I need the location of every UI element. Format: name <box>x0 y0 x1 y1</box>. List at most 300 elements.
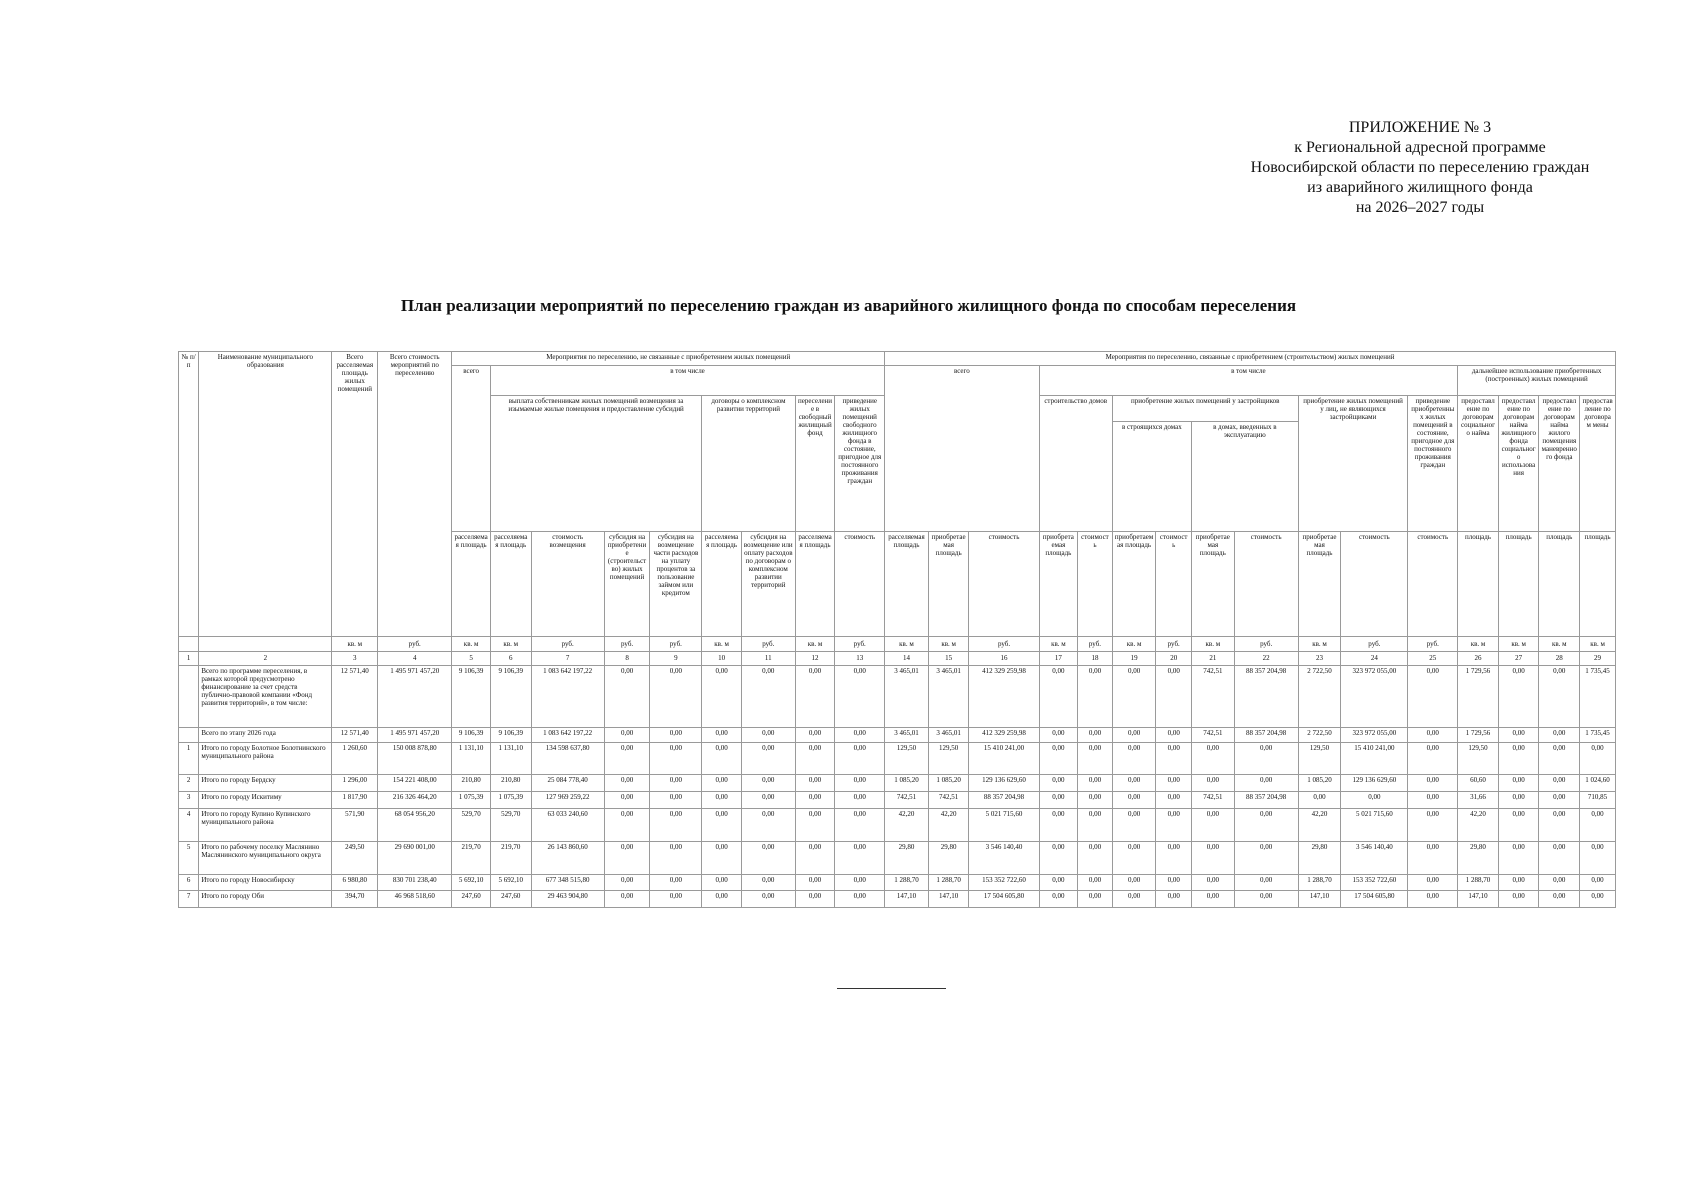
table-cell: 88 357 204,98 <box>1234 728 1298 743</box>
table-cell: 0,00 <box>702 875 742 891</box>
table-cell: 0,00 <box>1112 775 1156 792</box>
table-cell: 0,00 <box>1156 809 1192 842</box>
table-cell: 88 357 204,98 <box>1234 792 1298 809</box>
table-cell: 210,80 <box>452 775 491 792</box>
units-cell: руб. <box>1156 637 1192 652</box>
table-cell: 3 465,01 <box>885 728 929 743</box>
table-cell: 0,00 <box>604 809 650 842</box>
table-cell: 0,00 <box>1539 842 1580 875</box>
table-cell: 0,00 <box>835 728 885 743</box>
table-cell: 29 463 904,80 <box>531 891 604 908</box>
column-number: 29 <box>1580 652 1616 666</box>
table-cell: 0,00 <box>835 875 885 891</box>
appendix-line: на 2026–2027 годы <box>1355 199 1485 216</box>
table-cell: 571,90 <box>332 809 378 842</box>
table-cell: 323 972 055,00 <box>1341 666 1408 728</box>
subheader-cell: приобретаемая площадь <box>928 532 969 637</box>
table-cell: 1 495 971 457,20 <box>378 728 452 743</box>
table-cell: 0,00 <box>1078 842 1113 875</box>
table-cell: 0,00 <box>1408 809 1458 842</box>
units-cell: кв. м <box>490 637 531 652</box>
document-title: План реализации мероприятий по переселению граждан из аварийного жилищного фонда по способам переселения <box>400 296 1297 315</box>
table-cell: 0,00 <box>1498 891 1539 908</box>
table-cell: 0,00 <box>1112 842 1156 875</box>
column-number: 26 <box>1458 652 1499 666</box>
table-cell: 0,00 <box>1039 775 1078 792</box>
table-cell: 742,51 <box>1191 666 1234 728</box>
table-cell: 0,00 <box>650 842 702 875</box>
column-number: 4 <box>378 652 452 666</box>
table-cell: 129,50 <box>1458 743 1499 775</box>
subheader-cell: стоимость <box>1341 532 1408 637</box>
table-cell: 29,80 <box>928 842 969 875</box>
table-cell: 42,20 <box>928 809 969 842</box>
subheader-cell: расселяемая площадь <box>452 532 491 637</box>
table-cell: 1 075,39 <box>490 792 531 809</box>
table-cell: 249,50 <box>332 842 378 875</box>
subheader-cell: приобретаемая площадь <box>1112 532 1156 637</box>
table-cell: 0,00 <box>1580 891 1616 908</box>
subheader-cell: площадь <box>1580 532 1616 637</box>
subheader-cell: субсидия на возмещение или оплату расходов по договорам о комплексном развитии территорий <box>741 532 795 637</box>
units-cell: руб. <box>650 637 702 652</box>
table-cell: 0,00 <box>1078 775 1113 792</box>
table-cell: 0,00 <box>1112 666 1156 728</box>
units-row <box>179 637 1616 652</box>
units-cell: кв. м <box>1458 637 1499 652</box>
table-cell: 323 972 055,00 <box>1341 728 1408 743</box>
row-number-cell <box>179 728 199 743</box>
table-cell: 0,00 <box>702 842 742 875</box>
header-pred-kom: предоставление по договорам найма жилищного фонда социального использования <box>1498 396 1539 532</box>
table-row <box>179 875 1616 891</box>
table-cell: 0,00 <box>835 792 885 809</box>
table-cell: 0,00 <box>604 775 650 792</box>
row-number-cell: 2 <box>179 775 199 792</box>
table-cell: 25 084 778,40 <box>531 775 604 792</box>
table-cell: 0,00 <box>1156 728 1192 743</box>
header-stroitelstvo: строительство домов <box>1039 396 1112 532</box>
table-cell: 0,00 <box>1580 809 1616 842</box>
table-cell: 0,00 <box>1078 792 1113 809</box>
table-cell: 0,00 <box>604 875 650 891</box>
table-cell: 29,80 <box>885 842 929 875</box>
table-cell: 0,00 <box>1112 792 1156 809</box>
table-cell: 742,51 <box>1191 792 1234 809</box>
column-number: 12 <box>795 652 835 666</box>
table-cell: 210,80 <box>490 775 531 792</box>
units-cell: кв. м <box>885 637 929 652</box>
table-cell: 0,00 <box>1498 775 1539 792</box>
table-cell: 1 131,10 <box>452 743 491 775</box>
appendix-line: к Региональной адресной программе <box>1294 139 1546 156</box>
table-cell: 0,00 <box>1112 728 1156 743</box>
table-cell: 0,00 <box>835 809 885 842</box>
table-cell: 0,00 <box>741 792 795 809</box>
table-cell: 42,20 <box>1458 809 1499 842</box>
column-number: 7 <box>531 652 604 666</box>
table-cell: 0,00 <box>741 809 795 842</box>
table-cell: 412 329 259,98 <box>969 666 1039 728</box>
table-cell: 0,00 <box>650 728 702 743</box>
table-cell: 0,00 <box>1191 743 1234 775</box>
table-cell: 0,00 <box>1580 875 1616 891</box>
subheader-cell: стоимость возмещения <box>531 532 604 637</box>
table-cell: 0,00 <box>702 792 742 809</box>
table-cell: 0,00 <box>650 809 702 842</box>
header-vyplata: выплата собственникам жилых помещений возмещения за изымаемые жилые помещения и предоставление субсидий <box>490 396 701 532</box>
units-cell: руб. <box>741 637 795 652</box>
table-cell: 0,00 <box>795 775 835 792</box>
table-cell: 1 085,20 <box>928 775 969 792</box>
table-cell: 1 083 642 197,22 <box>531 666 604 728</box>
table-cell: 63 033 240,60 <box>531 809 604 842</box>
subheader-cell: стоимость <box>1078 532 1113 637</box>
table-cell: 147,10 <box>1458 891 1499 908</box>
table-cell: 0,00 <box>741 875 795 891</box>
subheader-cell: площадь <box>1539 532 1580 637</box>
table-cell: 0,00 <box>1498 792 1539 809</box>
column-number: 8 <box>604 652 650 666</box>
table-cell: 9 106,39 <box>452 666 491 728</box>
table-cell: 412 329 259,98 <box>969 728 1039 743</box>
table-row <box>179 775 1616 792</box>
table-cell: 0,00 <box>1539 666 1580 728</box>
table-cell: 6 980,80 <box>332 875 378 891</box>
table-cell: 742,51 <box>885 792 929 809</box>
table-cell: 0,00 <box>702 891 742 908</box>
column-number: 19 <box>1112 652 1156 666</box>
row-name-cell: Итого по рабочему поселку Маслянино Маслянинского муниципального округа <box>199 842 332 875</box>
table-cell: 0,00 <box>1039 842 1078 875</box>
table-cell: 0,00 <box>1078 891 1113 908</box>
header-pereselenie-svobod: переселение в свободный жилищный фонд <box>795 396 835 532</box>
units-cell: кв. м <box>1191 637 1234 652</box>
table-cell: 153 352 722,60 <box>969 875 1039 891</box>
row-number-cell: 7 <box>179 891 199 908</box>
row-name-cell: Всего по этапу 2026 года <box>199 728 332 743</box>
plan-table <box>178 351 1616 908</box>
column-number: 21 <box>1191 652 1234 666</box>
table-cell: 1 296,00 <box>332 775 378 792</box>
table-cell: 0,00 <box>1234 842 1298 875</box>
table-cell: 0,00 <box>1539 743 1580 775</box>
table-cell: 0,00 <box>1408 775 1458 792</box>
subheader-cell: приобретаемая площадь <box>1191 532 1234 637</box>
table-cell: 0,00 <box>741 891 795 908</box>
column-number: 11 <box>741 652 795 666</box>
header-priobr-zastr: приобретение жилых помещений у застройщиков <box>1112 396 1298 422</box>
table-cell: 129 136 629,60 <box>969 775 1039 792</box>
table-cell: 31,66 <box>1458 792 1499 809</box>
column-number: 28 <box>1539 652 1580 666</box>
table-cell: 9 106,39 <box>490 728 531 743</box>
units-cell: кв. м <box>795 637 835 652</box>
subheader-cell: расселяемая площадь <box>885 532 929 637</box>
appendix-line: Новосибирской области по переселению граждан <box>1250 159 1590 176</box>
table-cell: 0,00 <box>1539 809 1580 842</box>
table-cell: 0,00 <box>604 891 650 908</box>
table-cell: 0,00 <box>604 743 650 775</box>
column-number: 6 <box>490 652 531 666</box>
header-vsego-b: всего <box>885 366 1039 532</box>
table-cell: 5 021 715,60 <box>969 809 1039 842</box>
table-cell: 0,00 <box>1498 728 1539 743</box>
table-cell: 0,00 <box>1408 792 1458 809</box>
table-cell: 0,00 <box>1408 842 1458 875</box>
column-number: 24 <box>1341 652 1408 666</box>
table-cell: 677 348 515,80 <box>531 875 604 891</box>
table-cell: 0,00 <box>702 728 742 743</box>
subheader-cell: стоимость <box>1156 532 1192 637</box>
row-number-cell: 5 <box>179 842 199 875</box>
table-cell: 0,00 <box>650 743 702 775</box>
table-cell: 0,00 <box>1234 809 1298 842</box>
table-cell: 0,00 <box>1539 875 1580 891</box>
column-number: 3 <box>332 652 378 666</box>
row-number-cell: 6 <box>179 875 199 891</box>
table-cell: 1 024,60 <box>1580 775 1616 792</box>
table-row <box>179 809 1616 842</box>
subheader-cell: расселяемая площадь <box>702 532 742 637</box>
column-number: 27 <box>1498 652 1539 666</box>
table-cell: 0,00 <box>741 842 795 875</box>
table-cell: 0,00 <box>604 666 650 728</box>
table-cell: 1 288,70 <box>1458 875 1499 891</box>
row-number-cell: 4 <box>179 809 199 842</box>
table-cell: 0,00 <box>1191 842 1234 875</box>
table-cell: 0,00 <box>650 666 702 728</box>
table-cell: 1 085,20 <box>1298 775 1341 792</box>
table-cell: 0,00 <box>604 728 650 743</box>
table-cell: 1 495 971 457,20 <box>378 666 452 728</box>
table-cell: 0,00 <box>1156 842 1192 875</box>
table-cell: 0,00 <box>1498 743 1539 775</box>
table-cell: 0,00 <box>1078 809 1113 842</box>
column-number: 10 <box>702 652 742 666</box>
table-cell: 0,00 <box>1539 775 1580 792</box>
table-cell: 1 735,45 <box>1580 728 1616 743</box>
row-number-cell <box>179 666 199 728</box>
table-cell: 0,00 <box>1039 743 1078 775</box>
table-cell: 247,60 <box>490 891 531 908</box>
table-cell: 0,00 <box>1156 875 1192 891</box>
table-cell: 0,00 <box>1156 743 1192 775</box>
table-cell: 0,00 <box>795 891 835 908</box>
column-number: 22 <box>1234 652 1298 666</box>
table-cell: 29,80 <box>1298 842 1341 875</box>
table-cell: 0,00 <box>1498 809 1539 842</box>
table-cell: 42,20 <box>885 809 929 842</box>
table-cell: 0,00 <box>795 875 835 891</box>
row-name-cell: Итого по городу Оби <box>199 891 332 908</box>
table-cell: 60,60 <box>1458 775 1499 792</box>
table-cell: 0,00 <box>1234 743 1298 775</box>
units-cell: руб. <box>378 637 452 652</box>
header-dalneishee: дальнейшее использование приобретенных (построенных) жилых помещений <box>1458 366 1616 396</box>
header-total-cost: Всего стоимость мероприятий по переселению <box>378 352 452 637</box>
table-cell: 0,00 <box>702 775 742 792</box>
appendix-block <box>1210 118 1630 218</box>
header-group-not-purchase: Мероприятия по переселению, не связанные с приобретением жилых помещений <box>452 352 885 366</box>
table-cell: 42,20 <box>1298 809 1341 842</box>
header-name: Наименование муниципального образования <box>199 352 332 637</box>
table-cell: 3 546 140,40 <box>1341 842 1408 875</box>
table-cell: 0,00 <box>1191 809 1234 842</box>
table-cell: 0,00 <box>1078 666 1113 728</box>
header-v-tom-chisle-a: в том числе <box>490 366 884 396</box>
table-cell: 134 598 637,80 <box>531 743 604 775</box>
units-cell: кв. м <box>1580 637 1616 652</box>
bottom-divider <box>837 988 946 989</box>
table-cell: 17 504 605,80 <box>969 891 1039 908</box>
table-cell: 88 357 204,98 <box>1234 666 1298 728</box>
table-cell: 0,00 <box>1191 875 1234 891</box>
table-cell: 0,00 <box>1112 891 1156 908</box>
table-cell: 0,00 <box>650 775 702 792</box>
table-cell: 0,00 <box>1539 792 1580 809</box>
table-cell: 46 968 518,60 <box>378 891 452 908</box>
table-cell: 219,70 <box>452 842 491 875</box>
table-cell: 0,00 <box>1112 875 1156 891</box>
row-name-cell: Всего по программе переселения, в рамках которой предусмотрено финансирование за счет средств публично-правовой компании «Фонд развития территорий», в том числе: <box>199 666 332 728</box>
column-number: 17 <box>1039 652 1078 666</box>
row-number-cell: 3 <box>179 792 199 809</box>
units-cell <box>179 637 199 652</box>
subheader-cell: стоимость <box>1234 532 1298 637</box>
table-cell: 0,00 <box>650 875 702 891</box>
table-cell: 129,50 <box>928 743 969 775</box>
table-cell: 12 571,40 <box>332 666 378 728</box>
table-cell: 0,00 <box>1234 775 1298 792</box>
table-cell: 0,00 <box>1112 809 1156 842</box>
table-cell: 1 075,39 <box>452 792 491 809</box>
table-cell: 830 701 238,40 <box>378 875 452 891</box>
table-cell: 9 106,39 <box>490 666 531 728</box>
table-cell: 0,00 <box>1539 891 1580 908</box>
table-cell: 1 085,20 <box>885 775 929 792</box>
table-cell: 3 465,01 <box>928 666 969 728</box>
table-cell: 154 221 408,00 <box>378 775 452 792</box>
table-cell: 5 021 715,60 <box>1341 809 1408 842</box>
table-row <box>179 842 1616 875</box>
units-cell: кв. м <box>1498 637 1539 652</box>
column-number: 2 <box>199 652 332 666</box>
units-cell: кв. м <box>332 637 378 652</box>
table-cell: 0,00 <box>1408 743 1458 775</box>
table-cell: 150 008 878,80 <box>378 743 452 775</box>
units-cell: руб. <box>604 637 650 652</box>
table-cell: 153 352 722,60 <box>1341 875 1408 891</box>
table-cell: 0,00 <box>835 842 885 875</box>
table-cell: 0,00 <box>741 666 795 728</box>
units-cell: кв. м <box>1539 637 1580 652</box>
table-cell: 29,80 <box>1458 842 1499 875</box>
table-cell: 1 260,60 <box>332 743 378 775</box>
table-cell: 0,00 <box>1039 809 1078 842</box>
subheader-cell: площадь <box>1498 532 1539 637</box>
table-cell: 247,60 <box>452 891 491 908</box>
subheader-cell: приобретаемая площадь <box>1039 532 1078 637</box>
header-vsego-a: всего <box>452 366 491 532</box>
table-cell: 68 054 956,20 <box>378 809 452 842</box>
header-dogovory: договоры о комплексном развитии территорий <box>702 396 795 532</box>
table-cell: 129 136 629,60 <box>1341 775 1408 792</box>
table-cell: 742,51 <box>928 792 969 809</box>
table-cell: 0,00 <box>1191 775 1234 792</box>
column-numbers-row <box>179 652 1616 666</box>
table-cell: 0,00 <box>650 891 702 908</box>
subheader-cell: субсидия на приобретение (строительство) жилых помещений <box>604 532 650 637</box>
table-cell: 216 326 464,20 <box>378 792 452 809</box>
table-cell: 0,00 <box>1039 792 1078 809</box>
table-cell: 0,00 <box>1039 666 1078 728</box>
units-cell: руб. <box>1078 637 1113 652</box>
table-cell: 2 722,50 <box>1298 728 1341 743</box>
header-pred-mena: предоставление по договорам мены <box>1580 396 1616 532</box>
units-cell: кв. м <box>1039 637 1078 652</box>
table-cell: 219,70 <box>490 842 531 875</box>
table-cell: 129,50 <box>885 743 929 775</box>
subheader-cell: стоимость <box>835 532 885 637</box>
column-number: 20 <box>1156 652 1192 666</box>
table-cell: 1 817,90 <box>332 792 378 809</box>
appendix-line: ПРИЛОЖЕНИЕ № 3 <box>1348 119 1492 136</box>
table-cell: 147,10 <box>1298 891 1341 908</box>
table-cell: 0,00 <box>741 728 795 743</box>
table-cell: 129,50 <box>1298 743 1341 775</box>
units-cell: руб. <box>969 637 1039 652</box>
table-cell: 0,00 <box>741 743 795 775</box>
table-cell: 0,00 <box>795 666 835 728</box>
table-cell: 0,00 <box>650 792 702 809</box>
table-cell: 17 504 605,80 <box>1341 891 1408 908</box>
header-total-area: Всего расселяемая площадь жилых помещений <box>332 352 378 637</box>
header-v-stroyashch: в строящихся домах <box>1112 422 1191 532</box>
column-number: 14 <box>885 652 929 666</box>
table-cell: 29 690 001,00 <box>378 842 452 875</box>
table-cell: 0,00 <box>1539 728 1580 743</box>
table-cell: 0,00 <box>702 743 742 775</box>
table-cell: 0,00 <box>1039 728 1078 743</box>
table-cell: 0,00 <box>1234 875 1298 891</box>
header-group-purchase: Мероприятия по переселению, связанные с приобретением (строительством) жилых помещений <box>885 352 1616 366</box>
table-cell: 0,00 <box>604 792 650 809</box>
row-name-cell: Итого по городу Бердску <box>199 775 332 792</box>
table-cell: 5 692,10 <box>490 875 531 891</box>
table-cell: 1 729,56 <box>1458 666 1499 728</box>
column-number: 5 <box>452 652 491 666</box>
column-number: 23 <box>1298 652 1341 666</box>
subheader-cell: расселяемая площадь <box>490 532 531 637</box>
table-cell: 2 722,50 <box>1298 666 1341 728</box>
table-cell: 3 465,01 <box>885 666 929 728</box>
header-v-domah-vvedennyh: в домах, введенных в эксплуатацию <box>1191 422 1298 532</box>
table-cell: 0,00 <box>1078 743 1113 775</box>
table-cell: 0,00 <box>1341 792 1408 809</box>
row-name-cell: Итого по городу Новосибирску <box>199 875 332 891</box>
table-cell: 15 410 241,00 <box>1341 743 1408 775</box>
table-cell: 0,00 <box>1580 743 1616 775</box>
header-priobr-ne-zastr: приобретение жилых помещений у лиц, не являющихся застройщиками <box>1298 396 1408 532</box>
table-cell: 0,00 <box>1039 891 1078 908</box>
table-cell: 0,00 <box>1498 842 1539 875</box>
table-cell: 0,00 <box>835 743 885 775</box>
table-cell: 127 969 259,22 <box>531 792 604 809</box>
units-cell: руб. <box>1341 637 1408 652</box>
table-cell: 0,00 <box>1498 875 1539 891</box>
column-number: 25 <box>1408 652 1458 666</box>
